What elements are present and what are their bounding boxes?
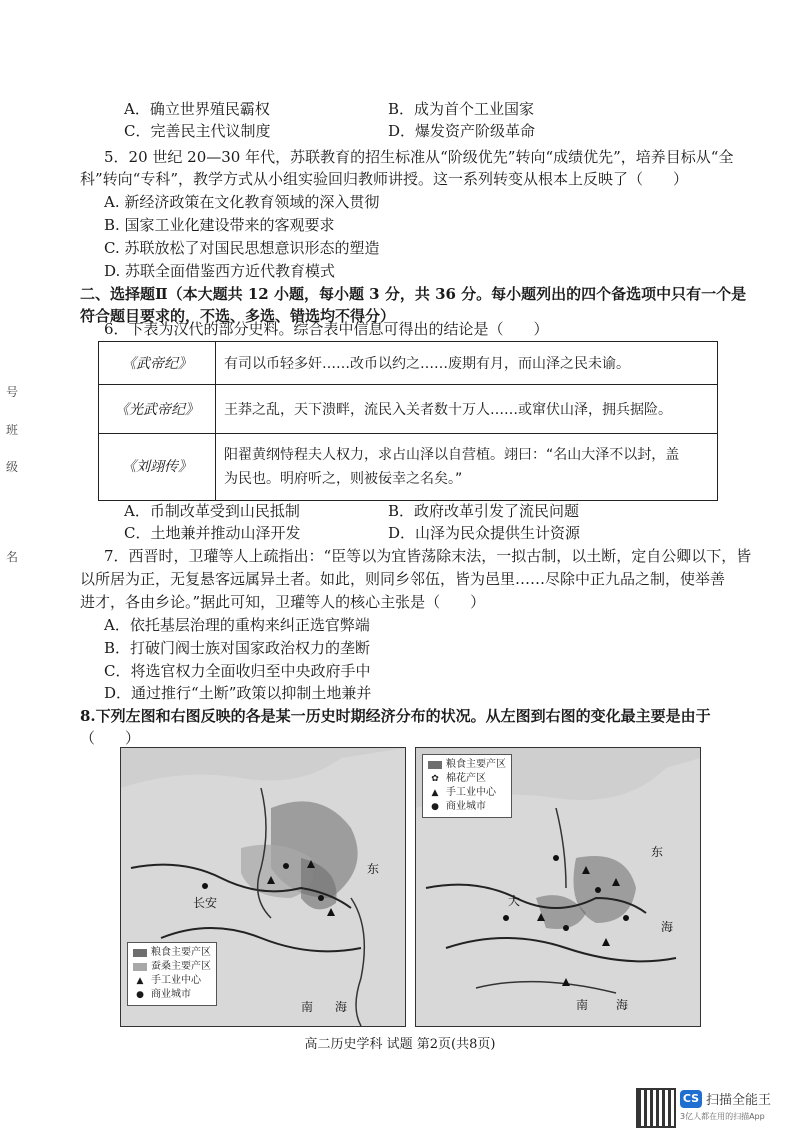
- margin-mark: 名: [6, 550, 19, 564]
- legend-item: 粮食主要产区: [428, 758, 506, 772]
- source-text: [216, 434, 718, 501]
- q7-option-a: A．依托基层治理的重构来纠正选官弊端: [104, 616, 370, 634]
- legend-item: ● 商业城市: [133, 988, 211, 1002]
- q4-option-d: D．爆发资产阶级革命: [388, 122, 536, 140]
- legend-item: ✿ 棉花产区: [428, 772, 506, 786]
- legend-item: ● 商业城市: [428, 800, 506, 814]
- q6-option-b: B．政府改革引发了流民问题: [388, 502, 580, 520]
- grain-swatch-icon: [428, 761, 442, 769]
- q6-option-a: A．币制改革受到山民抵制: [124, 502, 300, 520]
- q5-stem-line2: 科”转向“专科”，教学方式从小组实验回归教师讲授。这一系列转变从根本上反映了（ ）: [80, 170, 689, 188]
- map-label-east: 东: [651, 845, 664, 859]
- legend-item: 粮食主要产区: [133, 946, 211, 960]
- q5-option-a: A. 新经济政策在文化教育领域的深入贯彻: [104, 193, 380, 211]
- map-left: [120, 747, 406, 1027]
- q6-source-table: [98, 341, 718, 501]
- map-label-sea2: 海: [616, 998, 629, 1012]
- q7-option-b: B．打破门阀士族对国家政治权力的垄断: [104, 639, 371, 657]
- q5-stem-line1: 5．20 世纪 20—30 年代，苏联教育的招生标准从“阶级优先”转向“成绩优先”，培养目标从“全: [104, 148, 734, 166]
- source-text: 有司以币轻多奸……改币以约之……废期有月，而山泽之民未谕。: [216, 342, 718, 385]
- q6-option-c: C．土地兼并推动山泽开发: [124, 524, 301, 542]
- table-row: [99, 434, 718, 501]
- q8-stem-line1: 8.下列左图和右图反映的各是某一历史时期经济分布的状况。从左图到右图的变化最主要是由于: [80, 707, 711, 725]
- q6-stem: 6．下表为汉代的部分史料。综合表中信息可得出的结论是（ ）: [104, 320, 549, 338]
- map-label-south: 南: [301, 1000, 314, 1014]
- table-row: [99, 385, 718, 434]
- source-text-line: 阳翟黄纲恃程夫人权力，求占山泽以自营植。翊曰：“名山大泽不以封，盖: [224, 447, 680, 463]
- legend-item: 蚕桑主要产区: [133, 960, 211, 974]
- q4-option-b: B．成为首个工业国家: [388, 100, 535, 118]
- cotton-icon: ✿: [431, 774, 439, 784]
- grain-swatch-icon: [133, 949, 147, 957]
- silk-swatch-icon: [133, 963, 147, 971]
- source-text-line: 为民也。明府听之，则被佞幸之名矣。”: [224, 471, 463, 487]
- scanner-app-name: 扫描全能王: [706, 1093, 772, 1108]
- table-row: [99, 342, 718, 385]
- page-footer: 高二历史学科 试题 第2页(共8页): [304, 1037, 496, 1052]
- dot-icon: ●: [136, 990, 144, 1000]
- q7-stem-line3: 进才，各由乡论。”据此可知，卫瓘等人的核心主张是（ ）: [80, 593, 486, 611]
- map-right-legend: [422, 754, 512, 818]
- section2-header-line1: 二、选择题Ⅱ（本大题共 12 小题，每小题 3 分，共 36 分。每小题列出的四个备选项中只有一个是: [80, 285, 747, 303]
- margin-mark: 号: [6, 385, 19, 399]
- triangle-icon: ▲: [136, 976, 144, 986]
- q8-stem-line2: （ ）: [80, 729, 141, 747]
- q7-stem-line2: 以所居为正，无复悬客远属异土者。如此，则同乡邻伍，皆为邑里……尽除中正九品之制，使举善: [80, 570, 726, 588]
- camscanner-logo-icon: CS: [680, 1090, 702, 1108]
- q7-option-d: D．通过推行“土断”政策以抑制土地兼并: [104, 684, 372, 702]
- q5-option-c: C. 苏联放松了对国民思想意识形态的塑造: [104, 239, 380, 257]
- q7-stem-line1: 7．西晋时，卫瓘等人上疏指出：“臣等以为宜皆荡除末法，一拟古制，以土断，定自公卿以下，皆: [104, 547, 752, 565]
- triangle-icon: ▲: [431, 788, 439, 798]
- q4-option-c: C．完善民主代议制度: [124, 122, 271, 140]
- map-label-south: 南: [576, 998, 589, 1012]
- map-left-legend: [127, 942, 217, 1006]
- q4-option-a: A．确立世界殖民霸权: [124, 100, 270, 118]
- map-label-big: 大: [508, 894, 521, 908]
- map-label-sea: 海: [335, 1000, 348, 1014]
- source-book: 《武帝纪》: [99, 342, 216, 385]
- q5-option-b: B. 国家工业化建设带来的客观要求: [104, 216, 335, 234]
- legend-item: ▲ 手工业中心: [133, 974, 211, 988]
- source-book: 《刘翊传》: [99, 434, 216, 501]
- map-label-east: 东: [367, 862, 380, 876]
- q6-option-d: D．山泽为民众提供生计资源: [388, 524, 581, 542]
- margin-mark: 班: [6, 423, 19, 437]
- source-text: 王莽之乱，天下溃畔，流民入关者数十万人……或窜伏山泽，拥兵据险。: [216, 385, 718, 434]
- q5-option-d: D. 苏联全面借鉴西方近代教育模式: [104, 262, 336, 280]
- map-label-sea: 海: [661, 920, 674, 934]
- q7-option-c: C．将选官权力全面收归至中央政府手中: [104, 662, 371, 680]
- qr-code-icon: [636, 1088, 676, 1128]
- dot-icon: ●: [431, 802, 439, 812]
- source-book: 《光武帝纪》: [99, 385, 216, 434]
- map-label-changan: 长安: [193, 896, 218, 910]
- legend-item: ▲ 手工业中心: [428, 786, 506, 800]
- section2-header-line2: 符合题目要求的，不选、多选、错选均不得分）: [80, 307, 396, 325]
- map-right: [415, 747, 701, 1027]
- scanner-tagline: 3亿人都在用的扫描App: [680, 1112, 765, 1121]
- margin-mark: 级: [6, 460, 19, 474]
